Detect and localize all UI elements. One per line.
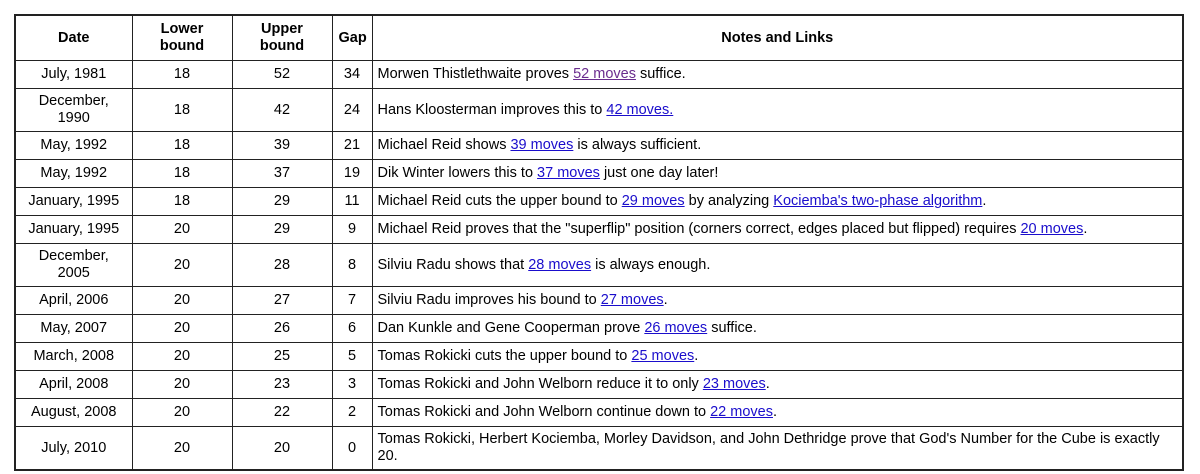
notes-text: Hans Kloosterman improves this to xyxy=(377,101,607,118)
date-cell: April, 2006 xyxy=(15,287,132,315)
notes-link[interactable]: 28 moves xyxy=(528,256,592,273)
notes-text: . xyxy=(694,348,699,364)
table-row xyxy=(15,315,1183,343)
table-container xyxy=(14,14,1184,471)
notes-link[interactable]: 27 moves xyxy=(600,292,664,308)
notes-text: Dik Winter lowers this to xyxy=(377,165,538,181)
notes-text: Dan Kunkle and Gene Cooperman prove xyxy=(377,320,645,336)
notes-link[interactable]: 25 moves xyxy=(631,348,695,364)
upper-bound-cell: 52 xyxy=(232,61,332,89)
gap-cell: 21 xyxy=(332,132,372,160)
notes-link[interactable]: 26 moves xyxy=(644,320,708,336)
notes-text: . xyxy=(982,193,987,209)
table-row xyxy=(15,371,1183,399)
date-cell: December, 2005 xyxy=(15,244,132,287)
notes-text: Michael Reid proves that the "superflip" position (corners correct, edges placed but flipped) requires xyxy=(377,221,1021,237)
table-row xyxy=(15,61,1183,89)
notes-cell xyxy=(372,132,1183,160)
table-row xyxy=(15,160,1183,188)
notes-cell xyxy=(372,315,1183,343)
notes-cell xyxy=(372,160,1183,188)
upper-bound-cell: 27 xyxy=(232,287,332,315)
gap-cell: 8 xyxy=(332,244,372,287)
upper-bound-cell: 42 xyxy=(232,89,332,132)
notes-text: is always enough. xyxy=(591,256,711,273)
table-row xyxy=(15,132,1183,160)
notes-header: Notes and Links xyxy=(372,15,1183,61)
notes-text: Tomas Rokicki cuts the upper bound to xyxy=(377,348,632,364)
upper-bound-cell: 25 xyxy=(232,343,332,371)
notes-text: just one day later! xyxy=(599,165,719,181)
table-row xyxy=(15,287,1183,315)
gap-header: Gap xyxy=(332,15,372,61)
upper-bound-cell: 28 xyxy=(232,244,332,287)
notes-cell xyxy=(372,343,1183,371)
gap-cell: 2 xyxy=(332,399,372,427)
table-row xyxy=(15,244,1183,287)
notes-text: Michael Reid cuts the upper bound to xyxy=(377,193,622,209)
notes-link[interactable]: 52 moves xyxy=(573,66,636,82)
gap-cell: 24 xyxy=(332,89,372,132)
lower-bound-cell: 20 xyxy=(132,343,232,371)
gap-cell: 7 xyxy=(332,287,372,315)
gap-cell: 34 xyxy=(332,61,372,89)
date-cell: May, 1992 xyxy=(15,132,132,160)
upper-bound-cell: 39 xyxy=(232,132,332,160)
notes-cell xyxy=(372,188,1183,216)
table-row xyxy=(15,188,1183,216)
notes-text: . xyxy=(663,292,668,308)
notes-link[interactable]: 42 moves. xyxy=(606,101,674,118)
notes-cell xyxy=(372,287,1183,315)
notes-cell xyxy=(372,61,1183,89)
gap-cell: 9 xyxy=(332,216,372,244)
gap-cell: 6 xyxy=(332,315,372,343)
lower-bound-header: Lower bound xyxy=(132,15,232,61)
lower-bound-cell: 20 xyxy=(132,287,232,315)
table-row xyxy=(15,216,1183,244)
notes-cell xyxy=(372,427,1183,471)
date-cell: April, 2008 xyxy=(15,371,132,399)
notes-text: . xyxy=(772,404,778,420)
date-cell: January, 1995 xyxy=(15,216,132,244)
notes-link[interactable]: 23 moves xyxy=(702,376,766,392)
notes-text: Tomas Rokicki, Herbert Kociemba, Morley Davidson, and John Dethridge prove that God's Number for the Cube is exactly 20. xyxy=(377,431,1160,464)
notes-text: Morwen Thistlethwaite proves xyxy=(377,66,574,82)
notes-text: is always sufficient. xyxy=(573,137,702,153)
notes-link[interactable]: 29 moves xyxy=(621,193,685,209)
lower-bound-cell: 20 xyxy=(132,216,232,244)
notes-text: Silviu Radu shows that xyxy=(377,256,529,273)
upper-bound-cell: 29 xyxy=(232,188,332,216)
notes-link[interactable]: Kociemba's two-phase algorithm xyxy=(773,193,983,209)
date-cell: July, 2010 xyxy=(15,427,132,471)
upper-bound-cell: 20 xyxy=(232,427,332,471)
date-cell: May, 1992 xyxy=(15,160,132,188)
table-row xyxy=(15,427,1183,471)
notes-cell xyxy=(372,371,1183,399)
lower-bound-cell: 18 xyxy=(132,188,232,216)
lower-bound-cell: 18 xyxy=(132,160,232,188)
lower-bound-cell: 20 xyxy=(132,315,232,343)
table-row xyxy=(15,343,1183,371)
lower-bound-cell: 18 xyxy=(132,61,232,89)
notes-link[interactable]: 22 moves xyxy=(710,404,773,420)
date-cell: January, 1995 xyxy=(15,188,132,216)
date-header: Date xyxy=(15,15,132,61)
gap-cell: 19 xyxy=(332,160,372,188)
notes-link[interactable]: 37 moves xyxy=(537,165,600,181)
date-cell: May, 2007 xyxy=(15,315,132,343)
notes-text: suffice. xyxy=(635,66,686,82)
lower-bound-cell: 20 xyxy=(132,427,232,471)
lower-bound-cell: 18 xyxy=(132,89,232,132)
upper-bound-header: Upper bound xyxy=(232,15,332,61)
notes-cell xyxy=(372,399,1183,427)
notes-link[interactable]: 39 moves xyxy=(510,137,574,153)
gap-cell: 5 xyxy=(332,343,372,371)
notes-text: Silviu Radu improves his bound to xyxy=(377,292,601,308)
gods-number-history-table xyxy=(14,14,1184,471)
upper-bound-cell: 22 xyxy=(232,399,332,427)
lower-bound-cell: 20 xyxy=(132,371,232,399)
lower-bound-cell: 18 xyxy=(132,132,232,160)
notes-text: Tomas Rokicki and John Welborn reduce it to only xyxy=(377,376,703,392)
date-cell: March, 2008 xyxy=(15,343,132,371)
notes-text: by analyzing xyxy=(684,193,774,209)
gap-cell: 3 xyxy=(332,371,372,399)
notes-text: Michael Reid shows xyxy=(377,137,511,153)
date-cell: August, 2008 xyxy=(15,399,132,427)
notes-cell xyxy=(372,216,1183,244)
date-cell: December, 1990 xyxy=(15,89,132,132)
lower-bound-cell: 20 xyxy=(132,399,232,427)
lower-bound-cell: 20 xyxy=(132,244,232,287)
date-cell: July, 1981 xyxy=(15,61,132,89)
notes-text: Tomas Rokicki and John Welborn continue down to xyxy=(377,404,711,420)
notes-cell xyxy=(372,89,1183,132)
gap-cell: 11 xyxy=(332,188,372,216)
notes-text: . xyxy=(1083,221,1088,237)
upper-bound-cell: 37 xyxy=(232,160,332,188)
notes-link[interactable]: 20 moves xyxy=(1020,221,1084,237)
notes-text: suffice. xyxy=(707,320,757,336)
notes-cell xyxy=(372,244,1183,287)
upper-bound-cell: 26 xyxy=(232,315,332,343)
table-row xyxy=(15,89,1183,132)
upper-bound-cell: 23 xyxy=(232,371,332,399)
upper-bound-cell: 29 xyxy=(232,216,332,244)
gap-cell: 0 xyxy=(332,427,372,471)
header-row xyxy=(15,15,1183,61)
notes-text: . xyxy=(765,376,770,392)
table-row xyxy=(15,399,1183,427)
